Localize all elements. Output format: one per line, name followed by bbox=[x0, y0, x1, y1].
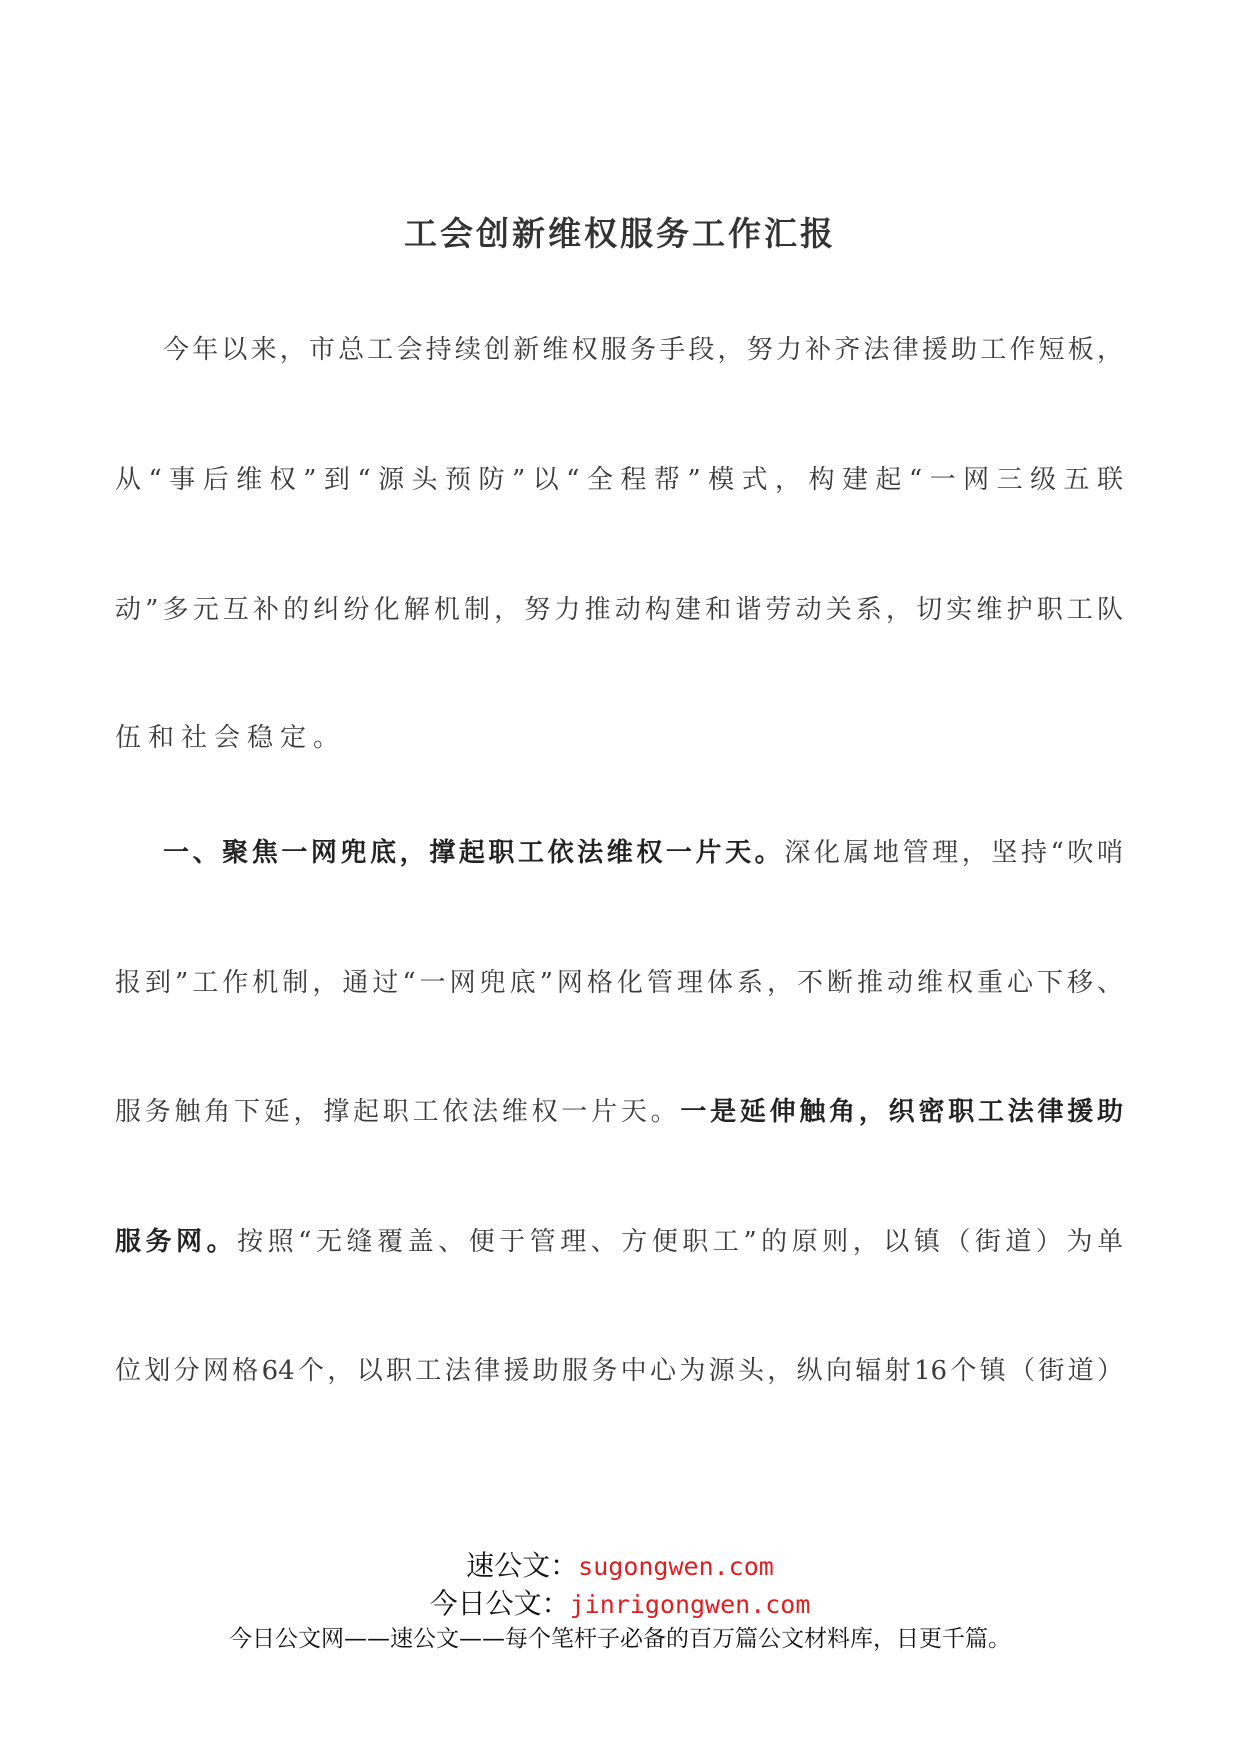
footer-label-1: 速公文： bbox=[466, 1549, 579, 1582]
body-text: 按照“无缝覆盖、便于管理、方便职工”的原则，以镇（街道）为单 bbox=[237, 1227, 1123, 1257]
body-text: 深化属地管理，坚持“吹哨 bbox=[784, 838, 1123, 868]
body-text: 今年以来，市总工会持续创新维权服务手段，努力补齐法律援助工作短板， bbox=[163, 335, 1123, 365]
body-text: 伍和社会稳定。 bbox=[115, 723, 347, 753]
footer-jinrigongwen bbox=[0, 1582, 1240, 1622]
text-line bbox=[115, 963, 1123, 1003]
text-line bbox=[115, 1351, 1123, 1391]
footer-slogan: 今日公文网——速公文——每个笔杆子必备的百万篇公文材料库，日更千篇。 bbox=[229, 1626, 1011, 1652]
body-text: 报到”工作机制，通过“一网兜底”网格化管理体系，不断推动维权重心下移、 bbox=[115, 968, 1123, 998]
footer-label-2: 今日公文： bbox=[429, 1587, 570, 1620]
text-line bbox=[163, 833, 1123, 873]
text-line bbox=[115, 460, 1123, 500]
text-line bbox=[163, 330, 1123, 370]
document-title: 工会创新维权服务工作汇报 bbox=[404, 214, 836, 253]
body-text: 从“事后维权”到“源头预防”以“全程帮”模式，构建起“一网三级五联 bbox=[115, 465, 1123, 495]
body-text: 位划分网格64个，以职工法律援助服务中心为源头，纵向辐射16个镇（街道） bbox=[115, 1356, 1123, 1386]
bold-heading-text: 服务网。 bbox=[115, 1227, 238, 1257]
text-line bbox=[115, 590, 1123, 630]
text-line bbox=[115, 1092, 1123, 1132]
body-text: 动”多元互补的纠纷化解机制，努力推动构建和谐劳动关系，切实维护职工队 bbox=[115, 595, 1123, 625]
bold-heading-text: 一、聚焦一网兜底，撑起职工依法维权一片天。 bbox=[163, 838, 785, 868]
footer-link-jinrigongwen[interactable]: jinrigongwen.com bbox=[569, 1590, 811, 1619]
bold-heading-text: 一是延伸触角，织密职工法律援助 bbox=[680, 1097, 1123, 1127]
text-line bbox=[115, 718, 1123, 758]
body-text: 服务触角下延，撑起职工依法维权一片天。 bbox=[115, 1097, 681, 1127]
footer-link-sugongwen[interactable]: sugongwen.com bbox=[578, 1552, 774, 1581]
footer-sugongwen bbox=[0, 1544, 1240, 1584]
text-line bbox=[115, 1222, 1123, 1262]
